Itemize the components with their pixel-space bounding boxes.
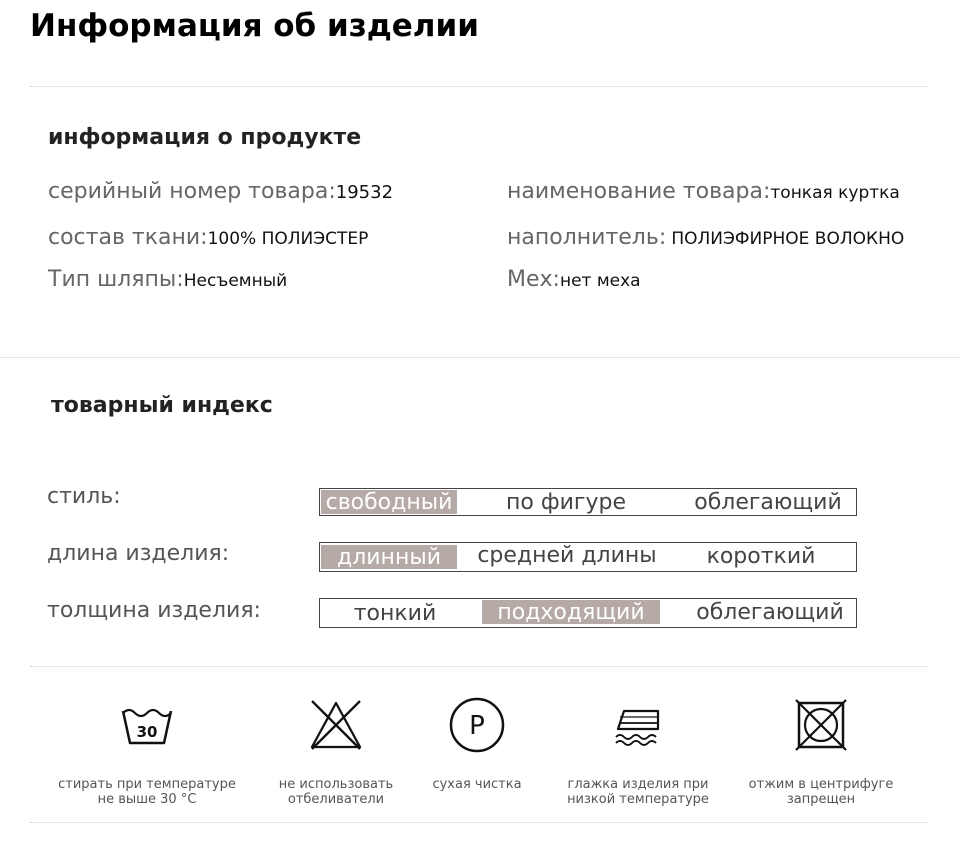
info-value: Несъемный xyxy=(183,271,288,291)
info-label: наполнитель: xyxy=(507,225,667,250)
info-value: 100% ПОЛИЭСТЕР xyxy=(207,229,369,249)
care-text-line: не использовать xyxy=(278,777,394,792)
dry-clean-letter: P xyxy=(469,711,485,741)
scale-option-loose: свободный xyxy=(321,490,457,514)
scale-option-tight: облегающий xyxy=(694,490,842,515)
dry-clean-icon xyxy=(447,695,507,755)
care-item-wash xyxy=(52,695,242,807)
scale-thickness xyxy=(319,598,857,628)
care-text-line: низкой температуре xyxy=(567,792,709,807)
care-item-no-tumble xyxy=(726,695,916,807)
care-text xyxy=(726,777,916,807)
divider xyxy=(30,666,928,667)
iron-low-icon xyxy=(608,695,668,755)
care-item-iron xyxy=(543,695,733,807)
scale-option-thin: тонкий xyxy=(353,601,437,626)
info-label: состав ткани: xyxy=(48,225,208,250)
info-row-filler xyxy=(507,225,904,250)
info-row-hat xyxy=(48,267,287,292)
product-index-heading: товарный индекс xyxy=(51,393,273,418)
scale-option-suitable: подходящий xyxy=(482,600,660,624)
scale-label-length: длина изделия: xyxy=(47,541,230,566)
no-bleach-icon xyxy=(306,695,366,755)
info-label: Тип шляпы: xyxy=(48,267,184,292)
scale-option-short: короткий xyxy=(706,544,816,569)
care-text-line: не выше 30 °C xyxy=(97,792,197,807)
scale-length xyxy=(319,542,857,572)
care-text-line: запрещен xyxy=(786,792,856,807)
scale-option-fitted: по фигуре xyxy=(505,490,627,515)
info-row-serial xyxy=(48,179,393,204)
care-text-line: глажка изделия при xyxy=(567,777,709,792)
care-text-line: стирать при температуре xyxy=(58,777,236,792)
section-separator xyxy=(0,357,960,358)
page-title: Информация об изделии xyxy=(30,8,479,44)
scale-label-style: стиль: xyxy=(47,484,121,509)
info-label: серийный номер товара: xyxy=(48,179,336,204)
info-row-fur xyxy=(507,267,641,292)
divider xyxy=(30,822,928,823)
scale-label-thickness: толщина изделия: xyxy=(47,598,261,623)
care-text-line: сухая чистка xyxy=(432,777,522,792)
info-label: наименование товара: xyxy=(507,179,771,204)
info-value: нет меха xyxy=(559,271,641,291)
info-value: ПОЛИЭФИРНОЕ ВОЛОКНО xyxy=(671,229,905,249)
care-text xyxy=(543,777,733,807)
care-text xyxy=(52,777,242,807)
care-text-line: отжим в центрифуге xyxy=(748,777,894,792)
info-row-fabric xyxy=(48,225,368,250)
wash-30-icon xyxy=(117,695,177,755)
product-info-heading: информация о продукте xyxy=(48,125,362,150)
scale-option-tight: облегающий xyxy=(696,600,844,625)
info-row-name xyxy=(507,179,900,204)
no-tumble-dry-icon xyxy=(791,695,851,755)
scale-style xyxy=(319,488,857,516)
care-text-line: отбеливатели xyxy=(287,792,385,807)
info-label: Мех: xyxy=(507,267,560,292)
wash-temp: 30 xyxy=(136,723,158,741)
scale-option-long: длинный xyxy=(321,545,457,569)
scale-option-medium: средней длины xyxy=(477,543,657,568)
info-value: тонкая куртка xyxy=(770,183,900,203)
divider xyxy=(30,86,928,87)
info-value: 19532 xyxy=(335,182,394,203)
